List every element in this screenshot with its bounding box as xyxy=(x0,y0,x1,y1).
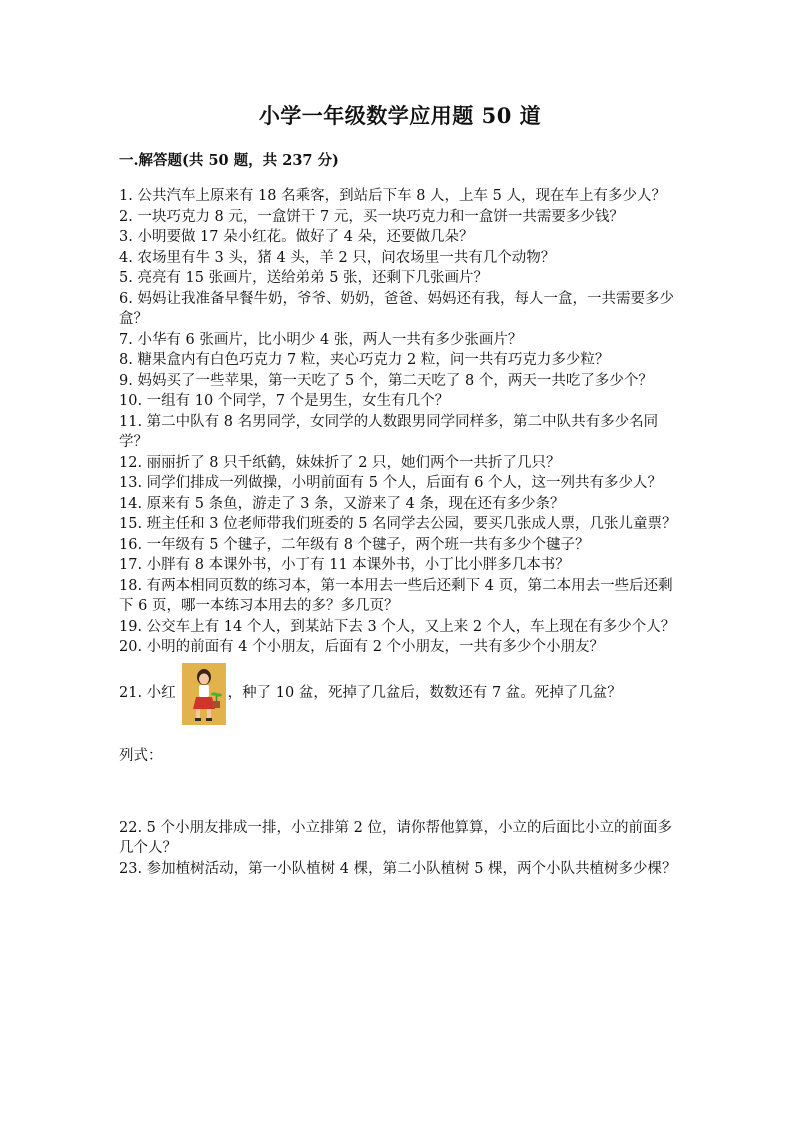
question-19: 19. 公交车上有 14 个人，到某站下去 3 个人，又上来 2 个人，车上现在有多少个人？ xyxy=(119,618,676,635)
answer-space xyxy=(119,766,683,818)
question-5: 5. 亮亮有 15 张画片，送给弟弟 5 张，还剩下几张画片？ xyxy=(119,270,489,286)
question-10: 10. 一组有 10 个同学，7 个是男生，女生有几个？ xyxy=(119,393,450,409)
question-17: 17. 小胖有 8 本课外书，小丁有 11 本课外书，小丁比小胖多几本书？ xyxy=(119,557,570,573)
question-8: 8. 糖果盒内有白色巧克力 7 粒，夹心巧克力 2 粒，问一共有巧克力多少粒？ xyxy=(119,352,610,368)
girl-with-flower-pot-picture xyxy=(182,663,226,725)
question-21 xyxy=(119,662,683,726)
question-6: 6. 妈妈让我准备早餐牛奶，爷爷、奶奶，爸爸、妈妈还有我，每人一盒，一共需要多少盒？ xyxy=(119,290,674,327)
question-21-prefix: 21. 小红 xyxy=(119,685,176,702)
question-11: 11. 第二中队有 8 名男同学，女同学的人数跟男同学同样多，第二中队共有多少名同学？ xyxy=(119,413,659,450)
question-20: 20. 小明的前面有 4 个小朋友，后面有 2 个小朋友，一共有多少个小朋友？ xyxy=(119,639,605,655)
question-4: 4. 农场里有牛 3 头，猪 4 头，羊 2 只，问农场里一共有几个动物？ xyxy=(119,249,556,266)
question-22: 22. 5 个小朋友排成一排，小立排第 2 位，请你帮他算算，小立的后面比小立的前面多几个人？ xyxy=(119,819,672,856)
page-title: 小学一年级数学应用题 50 道 xyxy=(258,103,542,128)
question-13: 13. 同学们排成一列做操，小明前面有 5 个人，后面有 6 个人，这一列共有多少人？ xyxy=(119,475,663,491)
question-14: 14. 原来有 5 条鱼，游走了 3 条，又游来了 4 条，现在还有多少条？ xyxy=(119,495,565,512)
section-heading: 一.解答题(共 50 题，共 237 分) xyxy=(119,152,339,169)
question-15: 15. 班主任和 3 位老师带我们班委的 5 名同学去公园，要买几张成人票，几张儿童票？ xyxy=(119,516,677,532)
question-9: 9. 妈妈买了一些苹果，第一天吃了 5 个，第二天吃了 8 个，两天一共吃了多少个？ xyxy=(119,372,653,389)
question-16: 16. 一年级有 5 个毽子，二年级有 8 个毽子，两个班一共有多少个毽子？ xyxy=(119,536,590,553)
question-list xyxy=(119,186,683,879)
formula-label: 列式： xyxy=(119,747,163,764)
question-2: 2. 一块巧克力 8 元，一盒饼干 7 元，买一块巧克力和一盒饼一共需要多少钱？ xyxy=(119,208,624,225)
question-7: 7. 小华有 6 张画片，比小明少 4 张，两人一共有多少张画片？ xyxy=(119,331,523,348)
question-23: 23. 参加植树活动，第一小队植树 4 棵，第二小队植树 5 棵，两个小队共植树多少棵？ xyxy=(119,860,677,877)
question-12: 12. 丽丽折了 8 只千纸鹤，妹妹折了 2 只，她们两个一共折了几只？ xyxy=(119,454,561,471)
question-1: 1. 公共汽车上原来有 18 名乘客，到站后下车 8 人，上车 5 人，现在车上有多少人？ xyxy=(119,188,666,204)
question-3: 3. 小明要做 17 朵小红花。做好了 4 朵，还要做几朵？ xyxy=(119,229,474,245)
question-18: 18. 有两本相同页数的练习本，第一本用去一些后还剩下 4 页，第二本用去一些后还剩下 6 页，哪一本练习本用去的多？多几页？ xyxy=(119,577,673,614)
question-21-suffix: ，种了 10 盆，死掉了几盆后，数数还有 7 盆。死掉了几盆？ xyxy=(227,685,622,702)
